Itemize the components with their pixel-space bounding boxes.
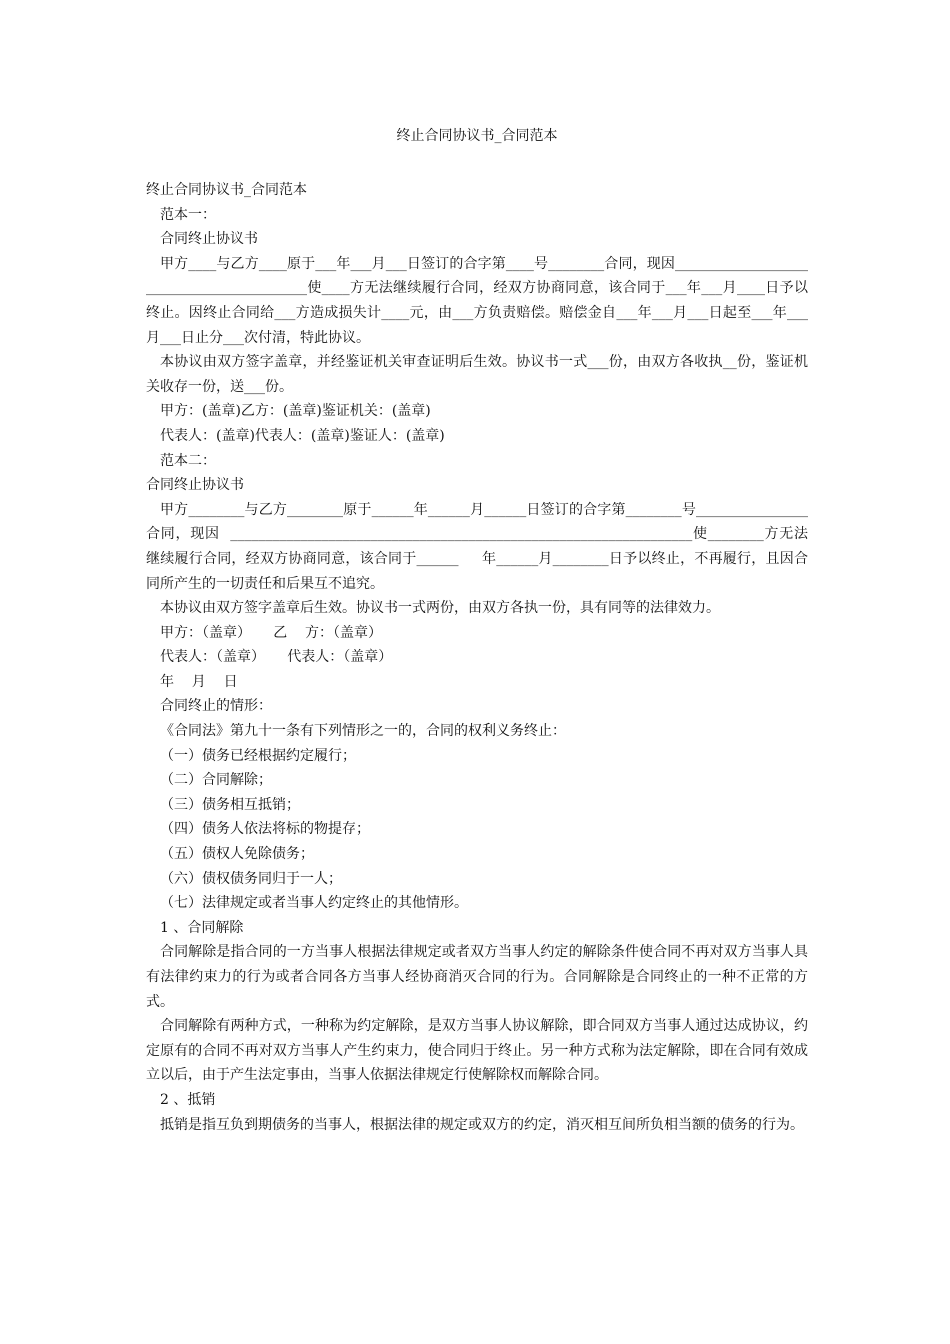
template-one-body: 甲方____与乙方____原于___年___月___日签订的合字第____号________合同，现因__________________________________________使____方无法继续履行合同，经双方协商同意，该合同于___年___月____日予以终止。因终止合同给___方造成损失计____元，由___方负责赔偿。赔偿金自___年___月___日起至___年___月___日止分___次付清，特此协议。 — [146, 255, 808, 346]
agreement-heading-two: 合同终止协议书 — [146, 477, 244, 494]
case-item-2: （二）合同解除； — [160, 772, 272, 789]
document-title: 终止合同协议书_合同范本 — [396, 128, 558, 144]
contract-law-article: 《合同法》第九十一条有下列情形之一的，合同的权利义务终止： — [160, 723, 566, 740]
case-item-3: （三）债务相互抵销； — [160, 796, 300, 813]
case-item-4: （四）债务人依法将标的物提存； — [160, 821, 370, 838]
agreement-heading-one: 合同终止协议书 — [160, 231, 258, 248]
section-heading-offset: 2 、抵销 — [160, 1091, 216, 1108]
subtitle: 终止合同协议书_合同范本 — [146, 182, 307, 198]
section-heading-rescission: 1 、合同解除 — [160, 919, 244, 936]
template-one-representatives: 代表人：(盖章)代表人：(盖章)鉴证人：(盖章) — [160, 427, 445, 444]
template-two-effect: 本协议由双方签字盖章后生效。协议书一式两份，由双方各执一份，具有同等的法律效力。 — [160, 600, 720, 617]
date-line: 年 月 日 — [160, 673, 238, 690]
offset-definition: 抵销是指互负到期债务的当事人，根据法律的规定或双方的约定，消灭相互间所负相当额的债务的行为。 — [160, 1116, 804, 1133]
case-item-1: （一）债务已经根据约定履行； — [160, 747, 356, 764]
rescission-methods: 合同解除有两种方式，一种称为约定解除，是双方当事人协议解除，即合同双方当事人通过达成协议，约定原有的合同不再对双方当事人产生约束力，使合同归于终止。另一种方式称为法定解除，即在合同有效成立以后，由于产生法定事由，当事人依据法律规定行使解除权而解除合同。 — [146, 1018, 808, 1084]
template-two-signatures: 甲方：（盖章） 乙 方：（盖章） — [160, 624, 383, 641]
case-item-5: （五）债权人免除债务； — [160, 846, 314, 863]
template-one-heading: 范本一： — [160, 206, 216, 223]
template-two-representatives: 代表人：（盖章） 代表人：（盖章） — [160, 649, 393, 666]
case-item-6: （六）债权债务同归于一人； — [160, 870, 342, 887]
document-page — [146, 124, 808, 1137]
rescission-definition: 合同解除是指合同的一方当事人根据法律规定或者双方当事人约定的解除条件使合同不再对双方当事人具有法律约束力的行为或者合同各方当事人经协商消灭合同的行为。合同解除是合同终止的一种不正常的方式。 — [146, 944, 808, 1010]
template-one-signatures: 甲方：(盖章)乙方：(盖章)鉴证机关：(盖章) — [160, 403, 431, 420]
template-one-effect: 本协议由双方签字盖章，并经鉴证机关审查证明后生效。协议书一式___份，由双方各收执__份，鉴证机关收存一份，送___份。 — [146, 354, 808, 395]
template-two-heading: 范本二： — [160, 452, 216, 469]
termination-cases-heading: 合同终止的情形： — [160, 698, 272, 715]
template-two-body: 甲方________与乙方________原于______年______月______日签订的合字第________号________________合同，现因 __________________________________________________________________使________方无法继续履行合同，经双方协商同意，该合同于______ 年______月________日予以终止，不再履行，且因合同所产生的一切责任和后果互不追究。 — [146, 501, 808, 592]
case-item-7: （七）法律规定或者当事人约定终止的其他情形。 — [160, 895, 468, 912]
